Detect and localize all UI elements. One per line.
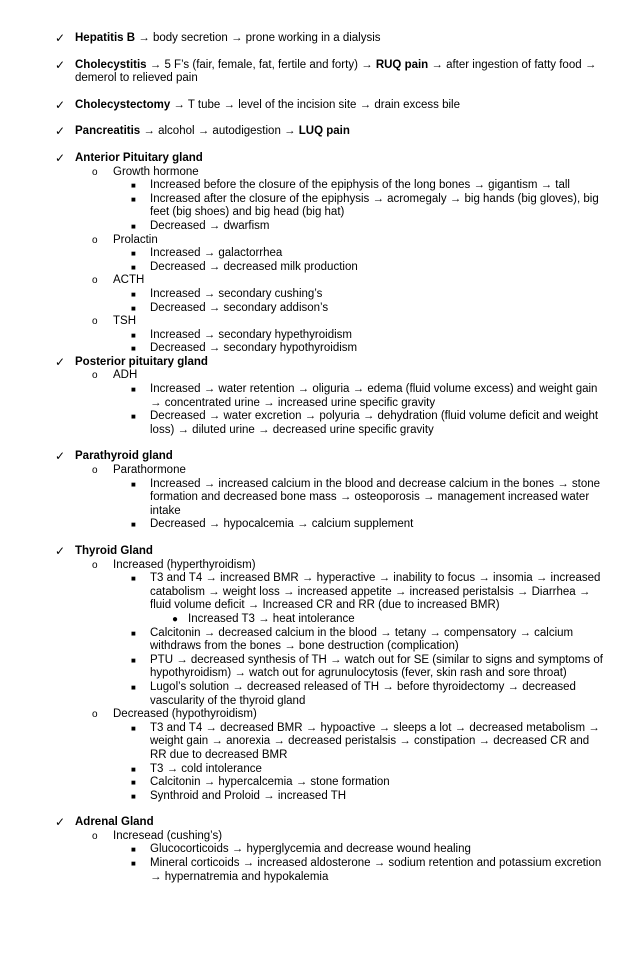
- spacer: [0, 139, 638, 152]
- list-item-level-3: [0, 857, 605, 884]
- square-bullet-icon: ■: [131, 194, 136, 204]
- square-bullet-icon: ■: [131, 181, 136, 191]
- list-item-level-3: [0, 261, 605, 275]
- square-bullet-icon: ■: [131, 412, 136, 422]
- square-bullet-icon: ■: [131, 859, 136, 869]
- square-bullet-icon: ■: [131, 723, 136, 733]
- circle-bullet-icon: o: [92, 830, 98, 842]
- list-item-text: ADH: [113, 369, 138, 382]
- list-item-level-3: [0, 627, 605, 654]
- list-item-text: Prolactin: [113, 233, 158, 246]
- list-item-text: Decreased → hypocalcemia → calcium supplement: [150, 518, 414, 531]
- square-bullet-icon: ■: [131, 385, 136, 395]
- spacer: [0, 86, 638, 99]
- list-item-level-2: [0, 274, 605, 288]
- list-item-level-2: [0, 234, 605, 248]
- list-item-level-2: [0, 166, 605, 180]
- list-item-text: T3 and T4 → decreased BMR → hypoactive → sleeps a lot → decreased metabolism → weight gain → anorexia → decreased peristalsis → constipation → decreased CR and RR due to decreased BMR: [150, 721, 600, 761]
- list-item-level-1: [0, 545, 605, 559]
- square-bullet-icon: ■: [131, 479, 136, 489]
- list-item-level-2: [0, 830, 605, 844]
- list-item-text: Adrenal Gland: [75, 816, 154, 829]
- list-item-level-3: [0, 722, 605, 763]
- square-bullet-icon: ■: [131, 655, 136, 665]
- list-item-text: Increased after the closure of the epiphysis → acromegaly → big hands (big gloves), big feet (big shoes) and big head (big hat): [150, 192, 599, 219]
- square-bullet-icon: ■: [131, 682, 136, 692]
- checkmark-icon: ✓: [55, 544, 66, 558]
- square-bullet-icon: ■: [131, 344, 136, 354]
- list-item-level-3: [0, 776, 605, 790]
- list-item-text: Glucocorticoids → hyperglycemia and decrease wound healing: [150, 843, 471, 856]
- checkmark-icon: ✓: [55, 97, 66, 112]
- spacer: [0, 532, 638, 545]
- square-bullet-icon: ■: [131, 520, 136, 530]
- square-bullet-icon: ■: [131, 791, 136, 801]
- list-item-level-1: [0, 99, 605, 113]
- list-item-level-1: [0, 59, 605, 86]
- list-item-text: Calcitonin → hypercalcemia → stone formation: [150, 776, 390, 789]
- list-item-text: Decreased → secondary addison’s: [150, 301, 329, 314]
- list-item-text: Increased T3 → heat intolerance: [188, 612, 355, 625]
- list-item-level-3: [0, 518, 605, 532]
- list-item-level-3: [0, 247, 605, 261]
- circle-bullet-icon: o: [92, 370, 98, 382]
- list-item-level-2: [0, 559, 605, 573]
- list-item-level-3: [0, 410, 605, 437]
- square-bullet-icon: ■: [131, 221, 136, 231]
- circle-bullet-icon: o: [92, 316, 98, 328]
- list-item-text: Pancreatitis → alcohol → autodigestion → LUQ pain: [75, 125, 350, 138]
- list-item-text: Growth hormone: [113, 165, 199, 178]
- list-item-level-1: [0, 125, 605, 139]
- circle-bullet-icon: o: [92, 709, 98, 721]
- checkmark-icon: ✓: [55, 31, 66, 45]
- list-item-text: Parathormone: [113, 464, 186, 477]
- square-bullet-icon: ■: [131, 764, 136, 774]
- square-bullet-icon: ■: [131, 249, 136, 259]
- list-item-level-1: [0, 152, 605, 166]
- list-item-level-3: [0, 302, 605, 316]
- circle-bullet-icon: o: [92, 465, 98, 477]
- checkmark-icon: ✓: [55, 354, 66, 369]
- list-item-level-3: [0, 193, 605, 220]
- list-item-text: Thyroid Gland: [75, 545, 153, 557]
- list-item-text: Increased → galactorrhea: [150, 247, 283, 260]
- square-bullet-icon: ■: [131, 262, 136, 272]
- list-item-text: Posterior pituitary gland: [75, 355, 208, 368]
- list-item-text: Increased → secondary cushing’s: [150, 287, 323, 300]
- square-bullet-icon: ■: [131, 289, 136, 299]
- list-item-level-2: [0, 369, 605, 383]
- square-bullet-icon: ■: [131, 778, 136, 788]
- list-item-text: TSH: [113, 315, 136, 328]
- list-item-text: Increased (hyperthyroidism): [113, 558, 256, 571]
- spacer: [0, 803, 638, 816]
- list-item-text: Calcitonin → decreased calcium in the blood → tetany → compensatory → calcium withdraws from the bones → bone destruction (complication): [150, 626, 574, 653]
- list-item-text: T3 and T4 → increased BMR → hyperactive → inability to focus → insomia → increased catabolism → weight loss → increased appetite → increased peristalsis → Diarrhea → fluid volume deficit → Increased CR and RR (due to increased BMR): [150, 572, 601, 612]
- square-bullet-icon: ■: [131, 628, 136, 638]
- list-item-level-3: [0, 763, 605, 777]
- list-item-level-3: [0, 654, 605, 681]
- list-item-level-1: [0, 450, 605, 464]
- square-bullet-icon: ■: [131, 303, 136, 313]
- list-item-text: Decreased → water excretion → polyuria → dehydration (fluid volume deficit and weight loss) → diluted urine → decreased urine specific gravity: [150, 410, 599, 436]
- list-item-level-3: [0, 843, 605, 857]
- list-item-text: Decreased → dwarfism: [150, 219, 270, 232]
- circle-bullet-icon: o: [92, 559, 98, 571]
- list-item-text: Increased before the closure of the epiphysis of the long bones → gigantism → tall: [150, 179, 570, 192]
- checkmark-icon: ✓: [55, 57, 66, 72]
- list-item-level-1: [0, 816, 605, 830]
- list-item-text: Cholecystectomy → T tube → level of the incision site → drain excess bile: [75, 98, 461, 111]
- spacer: [0, 437, 638, 450]
- checkmark-icon: ✓: [55, 124, 66, 139]
- circle-bullet-icon: o: [92, 234, 98, 246]
- circle-bullet-icon: o: [92, 275, 98, 287]
- square-bullet-icon: ■: [131, 845, 136, 855]
- spacer: [0, 112, 638, 125]
- dot-bullet-icon: ●: [172, 613, 179, 625]
- list-item-text: Increased → water retention → oliguria → edema (fluid volume excess) and weight gain → concentrated urine → increased urine specific gravity: [150, 383, 598, 409]
- list-item-level-3: [0, 790, 605, 804]
- square-bullet-icon: ■: [131, 574, 136, 584]
- list-item-text: Mineral corticoids → increased aldosterone → sodium retention and potassium excretion → hypernatremia and hypokalemia: [150, 857, 602, 883]
- list-item-text: Cholecystitis → 5 F’s (fair, female, fat, fertile and forty) → RUQ pain → after ingestion of fatty food → demerol to relieved pain: [75, 58, 597, 85]
- list-item-level-2: [0, 708, 605, 722]
- list-item-level-3: [0, 329, 605, 343]
- list-item-text: Increased → increased calcium in the blood and decrease calcium in the bones → stone formation and decreased bone mass → osteoporosis → management increased water intake: [150, 477, 601, 517]
- list-item-text: Hepatitis B → body secretion → prone working in a dialysis: [75, 32, 381, 44]
- list-item-text: Decreased → decreased milk production: [150, 260, 358, 273]
- list-item-level-1: [0, 356, 605, 370]
- list-item-level-3: [0, 288, 605, 302]
- spacer: [0, 46, 638, 59]
- list-item-level-3: [0, 220, 605, 234]
- list-item-text: Parathyroid gland: [75, 450, 173, 463]
- circle-bullet-icon: o: [92, 166, 98, 178]
- list-item-level-3: [0, 572, 605, 613]
- list-item-level-3: [0, 383, 605, 410]
- list-item-text: Decreased → secondary hypothyroidism: [150, 342, 358, 355]
- list-item-text: Lugol’s solution → decreased released of TH → before thyroidectomy → decreased vascularity of the thyroid gland: [150, 680, 576, 707]
- list-item-level-3: [0, 179, 605, 193]
- checkmark-icon: ✓: [55, 449, 66, 464]
- square-bullet-icon: ■: [131, 330, 136, 340]
- list-item-level-3: [0, 478, 605, 519]
- list-item-level-2: [0, 315, 605, 329]
- list-item-level-3: [0, 681, 605, 708]
- list-item-level-2: [0, 464, 605, 478]
- checkmark-icon: ✓: [55, 815, 66, 830]
- list-item-text: Incresead (cushing’s): [113, 829, 223, 842]
- list-item-level-4: [0, 613, 605, 627]
- list-item-text: T3 → cold intolerance: [150, 762, 262, 775]
- list-item-text: Synthroid and Proloid → increased TH: [150, 789, 347, 802]
- list-item-text: Anterior Pituitary gland: [75, 151, 203, 164]
- list-item-level-3: [0, 342, 605, 356]
- list-item-level-1: [0, 32, 605, 46]
- list-item-text: Decreased (hypothyroidism): [113, 708, 257, 721]
- list-item-text: ACTH: [113, 274, 145, 287]
- checkmark-icon: ✓: [55, 150, 66, 165]
- document-page: [0, 32, 638, 884]
- list-item-text: Increased → secondary hypethyroidism: [150, 328, 352, 341]
- list-item-text: PTU → decreased synthesis of TH → watch out for SE (similar to signs and symptoms of hypothyroidism) → watch out for agrunulocytosis (fever, skin rash and sore throat): [150, 653, 603, 680]
